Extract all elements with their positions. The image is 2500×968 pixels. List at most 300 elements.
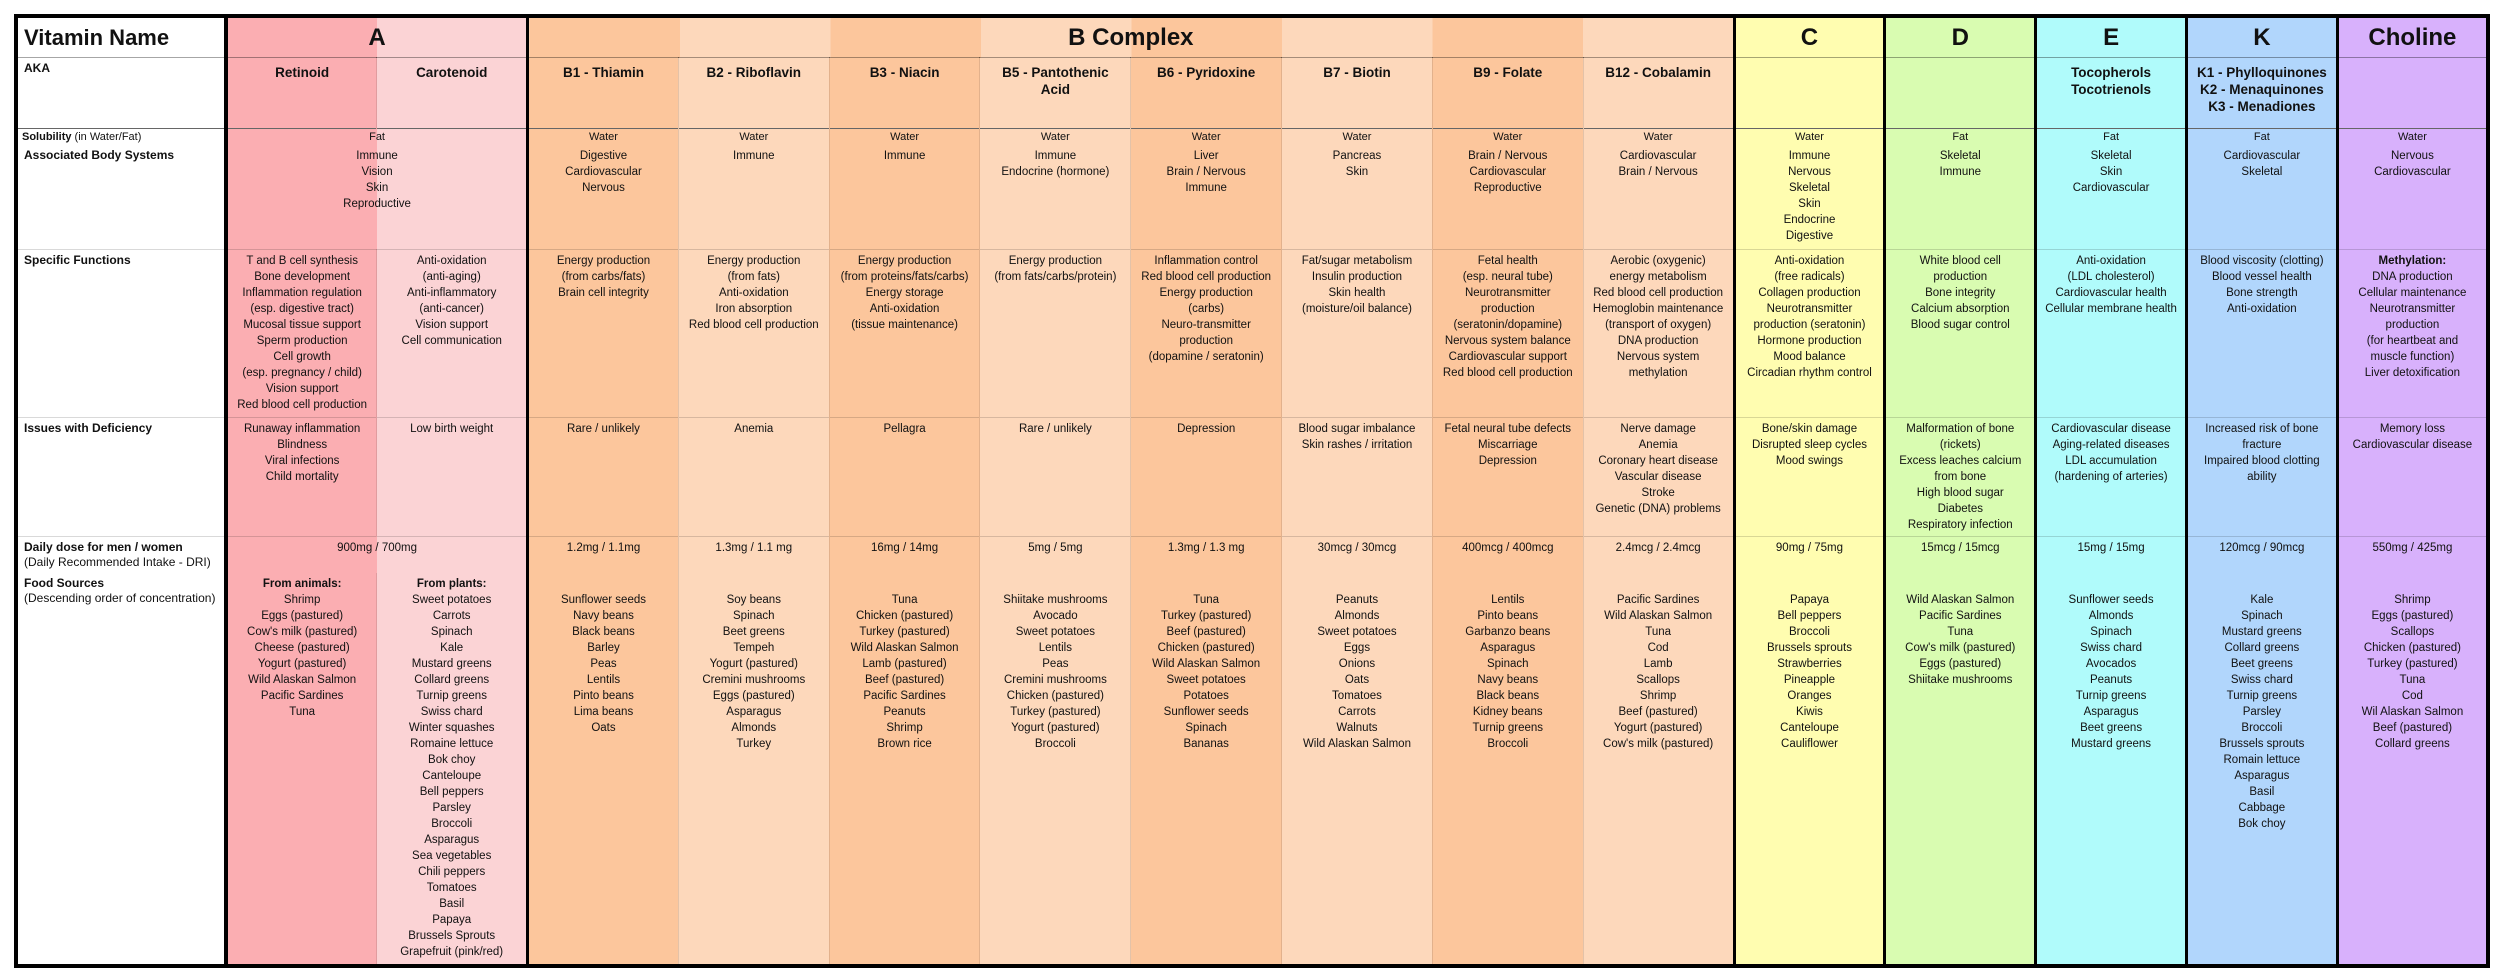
line: Endocrine (hormone)	[1001, 166, 1110, 178]
line: Cardiovascular	[2374, 166, 2451, 178]
spacer	[1588, 576, 1729, 592]
line: Tomatoes	[426, 882, 477, 894]
line: Fetal neural tube defects	[1444, 423, 1572, 435]
line: Nervous	[1788, 166, 1831, 178]
line: Turnip greens	[2226, 690, 2298, 702]
dose-cell-9: 2.4mcg / 2.4mcg	[1583, 537, 1734, 574]
line: White blood cell	[1919, 255, 2001, 267]
line: Almonds	[731, 722, 777, 734]
line: Blood vessel health	[2212, 271, 2312, 283]
systems-cell-13	[2186, 145, 2337, 250]
dose-cell-4: 16mg / 14mg	[829, 537, 980, 574]
dose-cell-0: 900mg / 700mg	[226, 537, 528, 574]
line: Pacific Sardines	[1616, 594, 1700, 606]
line: Basil	[2249, 786, 2275, 798]
line: (for heartbeat and	[2366, 335, 2459, 347]
functions-cell-8	[1432, 250, 1583, 418]
line: B2 - Riboflavin	[706, 65, 802, 80]
line: Asparagus	[2083, 706, 2139, 718]
deficiency-cell-4	[829, 418, 980, 537]
line: Mood balance	[1773, 351, 1846, 363]
group-header-d: D	[1885, 16, 2036, 58]
group-header-e: E	[2036, 16, 2187, 58]
line: Cardiovascular health	[2055, 287, 2167, 299]
line: Liver detoxification	[2364, 367, 2461, 379]
systems-cell-5	[980, 145, 1131, 250]
line: Nervous system balance	[1444, 335, 1571, 347]
line: High blood sugar	[1916, 487, 2004, 499]
spacer	[683, 576, 825, 592]
functions-cell-7	[1282, 250, 1433, 418]
line: Red blood cell production	[237, 399, 368, 411]
line: B7 - Biotin	[1323, 65, 1391, 80]
line: Circadian rhythm control	[1747, 367, 1872, 379]
food-cell-11	[1885, 573, 2036, 966]
food-cell-2	[528, 573, 679, 966]
line: Basil	[439, 898, 465, 910]
dose-cell-13: 120mcg / 90mcg	[2186, 537, 2337, 574]
line: Canteloupe	[422, 770, 482, 782]
line: Anemia	[1638, 439, 1678, 451]
deficiency-cell-12	[2036, 418, 2187, 537]
line: (from fats)	[727, 271, 780, 283]
line: Lentils	[586, 674, 621, 686]
line: Grapefruit (pink/red)	[400, 946, 504, 958]
line: Bone strength	[2226, 287, 2298, 299]
line: Bone/skin damage	[1761, 423, 1858, 435]
dose-cell-7: 30mcg / 30mcg	[1282, 537, 1433, 574]
line: Depression	[1177, 423, 1236, 435]
line: Turnip greens	[416, 690, 487, 702]
line: Yogurt (pastured)	[257, 658, 347, 670]
line: Broccoli	[2241, 722, 2283, 734]
deficiency-label: Issues with Deficiency	[16, 418, 226, 537]
line: Anemia	[734, 423, 774, 435]
solubility-label-text: Solubility	[22, 131, 72, 143]
line: Brain / Nervous	[1618, 166, 1698, 178]
line: K3 - Menadiones	[2208, 99, 2316, 114]
line: Cardiovascular	[565, 166, 642, 178]
line: Bone development	[254, 271, 351, 283]
group-header-k: K	[2186, 16, 2337, 58]
line: (LDL cholesterol)	[2067, 271, 2155, 283]
line: Inflammation control	[1154, 255, 1258, 267]
line: Anti-oxidation	[1774, 255, 1845, 267]
line: (hardening of arteries)	[2054, 471, 2168, 483]
line: Cod	[2401, 690, 2423, 702]
deficiency-row	[16, 418, 2488, 537]
solubility-label	[16, 129, 226, 146]
deficiency-cell-13	[2186, 418, 2337, 537]
line: Child mortality	[265, 471, 339, 483]
group-header-a: A	[226, 16, 528, 58]
line: Tuna	[289, 706, 316, 718]
line: Calcium absorption	[1911, 303, 2010, 315]
line: production (seratonin)	[1753, 319, 1866, 331]
aka-cell-2	[528, 58, 679, 129]
line: Spinach	[2090, 626, 2132, 638]
food-cell-1	[377, 573, 528, 966]
solubility-cell-14: Water	[2337, 129, 2488, 146]
line: Collard greens	[2375, 738, 2450, 750]
line: Wild Alaskan Salmon	[248, 674, 357, 686]
group-header-choline: Choline	[2337, 16, 2488, 58]
line: (esp. neural tube)	[1462, 271, 1553, 283]
line: Impaired blood clotting	[2204, 455, 2320, 467]
line: Beef (pastured)	[864, 674, 945, 686]
line: Sunflower seeds	[2068, 594, 2154, 606]
deficiency-cell-1	[377, 418, 528, 537]
functions-cell-11	[1885, 250, 2036, 418]
solubility-cell-0: Fat	[226, 129, 528, 146]
deficiency-cell-0	[226, 418, 377, 537]
dose-cell-10: 90mg / 75mg	[1734, 537, 1885, 574]
line: DNA production	[2372, 271, 2453, 283]
line: Broccoli	[431, 818, 473, 830]
food-cell-4	[829, 573, 980, 966]
line: Carotenoid	[416, 65, 488, 80]
line: Energy production	[857, 255, 952, 267]
line: Collard greens	[2224, 642, 2300, 654]
line: Bok choy	[2238, 818, 2286, 830]
line: Blood viscosity (clotting)	[2200, 255, 2324, 267]
line: Skeletal	[2090, 150, 2132, 162]
line: Navy beans	[1477, 674, 1539, 686]
line: (anti-aging)	[422, 271, 481, 283]
line: Blood sugar control	[1910, 319, 2010, 331]
line: Skin	[1798, 198, 1821, 210]
line: Energy production	[1159, 287, 1253, 299]
line: Reproductive	[343, 198, 411, 210]
line: Energy production	[1008, 255, 1103, 267]
aka-cell-14	[2337, 58, 2488, 129]
aka-cell-5	[980, 58, 1131, 129]
line: Lentils	[1491, 594, 1525, 606]
line: Pinto beans	[573, 690, 634, 702]
line: production	[1933, 271, 1988, 283]
line: B3 - Niacin	[869, 65, 940, 80]
line: Eggs	[1343, 642, 1371, 654]
food-cell-5	[980, 573, 1131, 966]
line: Spinach	[733, 610, 775, 622]
group-header-c: C	[1734, 16, 1885, 58]
line: Bananas	[1183, 738, 1229, 750]
line: (moisture/oil balance)	[1302, 303, 1412, 315]
functions-cell-9	[1583, 250, 1734, 418]
functions-cell-6	[1131, 250, 1282, 418]
aka-cell-10	[1734, 58, 1885, 129]
line: Digestive	[1785, 230, 1834, 242]
line: Sweet potatoes	[1015, 626, 1096, 638]
line: Iron absorption	[715, 303, 793, 315]
line: B6 - Pyridoxine	[1157, 65, 1256, 80]
line: Neurotransmitter	[1766, 303, 1853, 315]
line: Disrupted sleep cycles	[1751, 439, 1867, 451]
solubility-cell-4: Water	[829, 129, 980, 146]
solubility-cell-2: Water	[528, 129, 679, 146]
line: Sweet potatoes	[1166, 674, 1246, 686]
solubility-cell-9: Water	[1583, 129, 1734, 146]
food-label-text: Food Sources	[24, 576, 105, 590]
line: Cardiovascular support	[1448, 351, 1567, 363]
line: Kale	[2250, 594, 2274, 606]
functions-heading: Methylation:	[2378, 255, 2447, 267]
line: Reproductive	[1473, 182, 1542, 194]
line: Sweet potatoes	[1317, 626, 1397, 638]
line: Almonds	[2088, 610, 2134, 622]
systems-cell-3	[678, 145, 829, 250]
line: Swiss chard	[2230, 674, 2293, 686]
dose-cell-12: 15mg / 15mg	[2036, 537, 2187, 574]
food-cell-12	[2036, 573, 2187, 966]
line: Pineapple	[1783, 674, 1836, 686]
line: Genetic (DNA) problems	[1595, 503, 1721, 515]
aka-row	[16, 58, 2488, 129]
line: Shrimp	[283, 594, 321, 606]
line: Hemoglobin maintenance	[1592, 303, 1724, 315]
line: Cremini mushrooms	[1003, 674, 1107, 686]
functions-cell-5	[980, 250, 1131, 418]
line: Immune	[1185, 182, 1227, 194]
functions-cell-2	[528, 250, 679, 418]
line: Peanuts	[2089, 674, 2133, 686]
line: Avocado	[1033, 610, 1078, 622]
line: production	[1179, 335, 1234, 347]
spacer	[2192, 576, 2332, 592]
line: Papaya	[1789, 594, 1829, 606]
line: Spinach	[430, 626, 473, 638]
deficiency-cell-6	[1131, 418, 1282, 537]
line: Parsley	[2242, 706, 2282, 718]
systems-cell-7	[1282, 145, 1433, 250]
deficiency-cell-9	[1583, 418, 1734, 537]
spacer	[1135, 576, 1277, 592]
line: Anti-oxidation	[2076, 255, 2146, 267]
line: Red blood cell production	[1141, 271, 1272, 283]
line: K2 - Menaquinones	[2199, 82, 2324, 97]
line: Viral infections	[264, 455, 340, 467]
deficiency-cell-3	[678, 418, 829, 537]
line: Blindness	[277, 439, 328, 451]
line: Kidney beans	[1472, 706, 1543, 718]
line: Acid	[1040, 82, 1071, 97]
line: (esp. digestive tract)	[250, 303, 354, 315]
line: Skeletal	[1789, 182, 1830, 194]
line: Oranges	[1787, 690, 1832, 702]
solubility-cell-5: Water	[980, 129, 1131, 146]
line: Tuna	[1645, 626, 1672, 638]
line: Asparagus	[1480, 642, 1536, 654]
line: Sperm production	[256, 335, 348, 347]
line: Brussels sprouts	[2219, 738, 2305, 750]
systems-cell-12	[2036, 145, 2187, 250]
line: (from fats/carbs/protein)	[994, 271, 1117, 283]
functions-cell-14	[2337, 250, 2488, 418]
line: Skeletal	[1939, 150, 1981, 162]
line: Wil Alaskan Salmon	[2361, 706, 2464, 718]
dose-cell-2: 1.2mg / 1.1mg	[528, 537, 679, 574]
line: B12 - Cobalamin	[1605, 65, 1712, 80]
line: Endocrine	[1783, 214, 1836, 226]
line: Collagen production	[1758, 287, 1861, 299]
line: Pacific Sardines	[1919, 610, 2002, 622]
spacer	[1740, 576, 1880, 592]
line: Chicken (pastured)	[1157, 642, 1255, 654]
line: Soy beans	[726, 594, 781, 606]
line: Tuna	[2399, 674, 2426, 686]
line: Vision support	[265, 383, 339, 395]
systems-cell-14	[2337, 145, 2488, 250]
line: Tuna	[891, 594, 918, 606]
food-cell-8	[1432, 573, 1583, 966]
line: Mucosal tissue support	[243, 319, 361, 331]
line: Respiratory infection	[1907, 519, 2013, 531]
line: Mood swings	[1775, 455, 1844, 467]
line: Turnip greens	[1472, 722, 1544, 734]
line: Turnip greens	[2075, 690, 2147, 702]
line: Anti-oxidation	[869, 303, 940, 315]
line: Turkey (pastured)	[1161, 610, 1252, 622]
line: Skin	[1345, 166, 1369, 178]
functions-cell-10	[1734, 250, 1885, 418]
line: Pancreas	[1332, 150, 1382, 162]
line: (from carbs/fats)	[561, 271, 646, 283]
line: Romaine lettuce	[410, 738, 494, 750]
line: Carrots	[1338, 706, 1376, 718]
aka-label: AKA	[16, 58, 226, 129]
food-cell-13	[2186, 573, 2337, 966]
food-row	[16, 573, 2488, 966]
line: (carbs)	[1188, 303, 1225, 315]
vitamin-table	[14, 14, 2490, 968]
deficiency-cell-7	[1282, 418, 1433, 537]
food-cell-0	[226, 573, 377, 966]
line: Anti-oxidation	[416, 255, 487, 267]
line: Broccoli	[1034, 738, 1076, 750]
solubility-cell-3: Water	[678, 129, 829, 146]
line: energy metabolism	[1609, 271, 1707, 283]
line: Bok choy	[428, 754, 476, 766]
line: Cabbage	[2238, 802, 2286, 814]
line: Avocados	[2085, 658, 2137, 670]
line: Energy storage	[865, 287, 944, 299]
line: Retinoid	[275, 65, 330, 80]
line: Skin	[365, 182, 389, 194]
line: Energy production	[707, 255, 801, 267]
line: production	[1480, 303, 1535, 315]
line: Shrimp	[1639, 690, 1677, 702]
line: Shiitake mushrooms	[1003, 594, 1108, 606]
line: Brown rice	[877, 738, 932, 750]
line: Chicken (pastured)	[2363, 642, 2461, 654]
line: Scallops	[2390, 626, 2435, 638]
line: Papaya	[432, 914, 472, 926]
line: Cellular membrane health	[2045, 303, 2177, 315]
line: Neurotransmitter	[2369, 303, 2456, 315]
line: Neurotransmitter	[1464, 287, 1551, 299]
line: Strawberries	[1777, 658, 1842, 670]
line: Canteloupe	[1780, 722, 1839, 734]
line: Malformation of bone	[1906, 423, 2015, 435]
deficiency-cell-5	[980, 418, 1131, 537]
line: Lentils	[1038, 642, 1072, 654]
line: Rare / unlikely	[567, 423, 640, 435]
solubility-cell-12: Fat	[2036, 129, 2187, 146]
food-heading: From animals:	[262, 578, 342, 590]
line: Vision support	[415, 319, 489, 331]
line: Diabetes	[1937, 503, 1983, 515]
line: Brussels sprouts	[1766, 642, 1852, 654]
systems-cell-4	[829, 145, 980, 250]
line: Almonds	[1334, 610, 1380, 622]
line: Cow's milk (pastured)	[1905, 642, 2016, 654]
functions-row	[16, 250, 2488, 418]
line: Mustard greens	[2071, 738, 2152, 750]
line: Asparagus	[424, 834, 480, 846]
line: Nervous	[582, 182, 625, 194]
line: Cheese (pastured)	[254, 642, 350, 654]
aka-cell-7	[1282, 58, 1433, 129]
line: Cow's milk (pastured)	[247, 626, 358, 638]
deficiency-cell-14	[2337, 418, 2488, 537]
solubility-cell-10: Water	[1734, 129, 1885, 146]
line: production	[2385, 319, 2440, 331]
line: Mustard greens	[411, 658, 492, 670]
line: LDL accumulation	[2065, 455, 2157, 467]
dose-label-note: (Daily Recommended Intake - DRI)	[24, 555, 211, 569]
line: Skeletal	[2241, 166, 2283, 178]
deficiency-cell-2	[528, 418, 679, 537]
line: Chicken (pastured)	[1006, 690, 1104, 702]
line: Beef (pastured)	[2372, 722, 2453, 734]
line: Immune	[1034, 150, 1077, 162]
line: Coronary heart disease	[1598, 455, 1718, 467]
line: Navy beans	[573, 610, 634, 622]
line: Bone integrity	[1925, 287, 1996, 299]
line: Red blood cell production	[1593, 287, 1724, 299]
line: Shrimp	[886, 722, 923, 734]
line: Parsley	[432, 802, 471, 814]
solubility-row	[16, 129, 2488, 146]
spacer	[2041, 576, 2181, 592]
line: methylation	[1628, 367, 1688, 379]
line: B9 - Folate	[1473, 65, 1543, 80]
line: Cell communication	[401, 335, 502, 347]
spacer	[1437, 576, 1579, 592]
line: Asparagus	[726, 706, 782, 718]
line: Turkey	[736, 738, 772, 750]
line: Lima beans	[573, 706, 634, 718]
line: Runaway inflammation	[243, 423, 361, 435]
solubility-cell-11: Fat	[1885, 129, 2036, 146]
dose-cell-5: 5mg / 5mg	[980, 537, 1131, 574]
line: Winter squashes	[408, 722, 495, 734]
line: Anti-inflammatory	[406, 287, 497, 299]
line: Lamb	[1643, 658, 1673, 670]
line: Pacific Sardines	[260, 690, 344, 702]
systems-cell-0	[226, 145, 528, 250]
dose-cell-3: 1.3mg / 1.1 mg	[678, 537, 829, 574]
line: Spinach	[2241, 610, 2283, 622]
line: Cardiovascular	[2223, 150, 2301, 162]
line: Turkey (pastured)	[1010, 706, 1101, 718]
food-cell-14	[2337, 573, 2488, 966]
deficiency-cell-11	[1885, 418, 2036, 537]
line: Peas	[590, 658, 617, 670]
functions-cell-3	[678, 250, 829, 418]
aka-cell-13	[2186, 58, 2337, 129]
line: Swiss chard	[2080, 642, 2143, 654]
